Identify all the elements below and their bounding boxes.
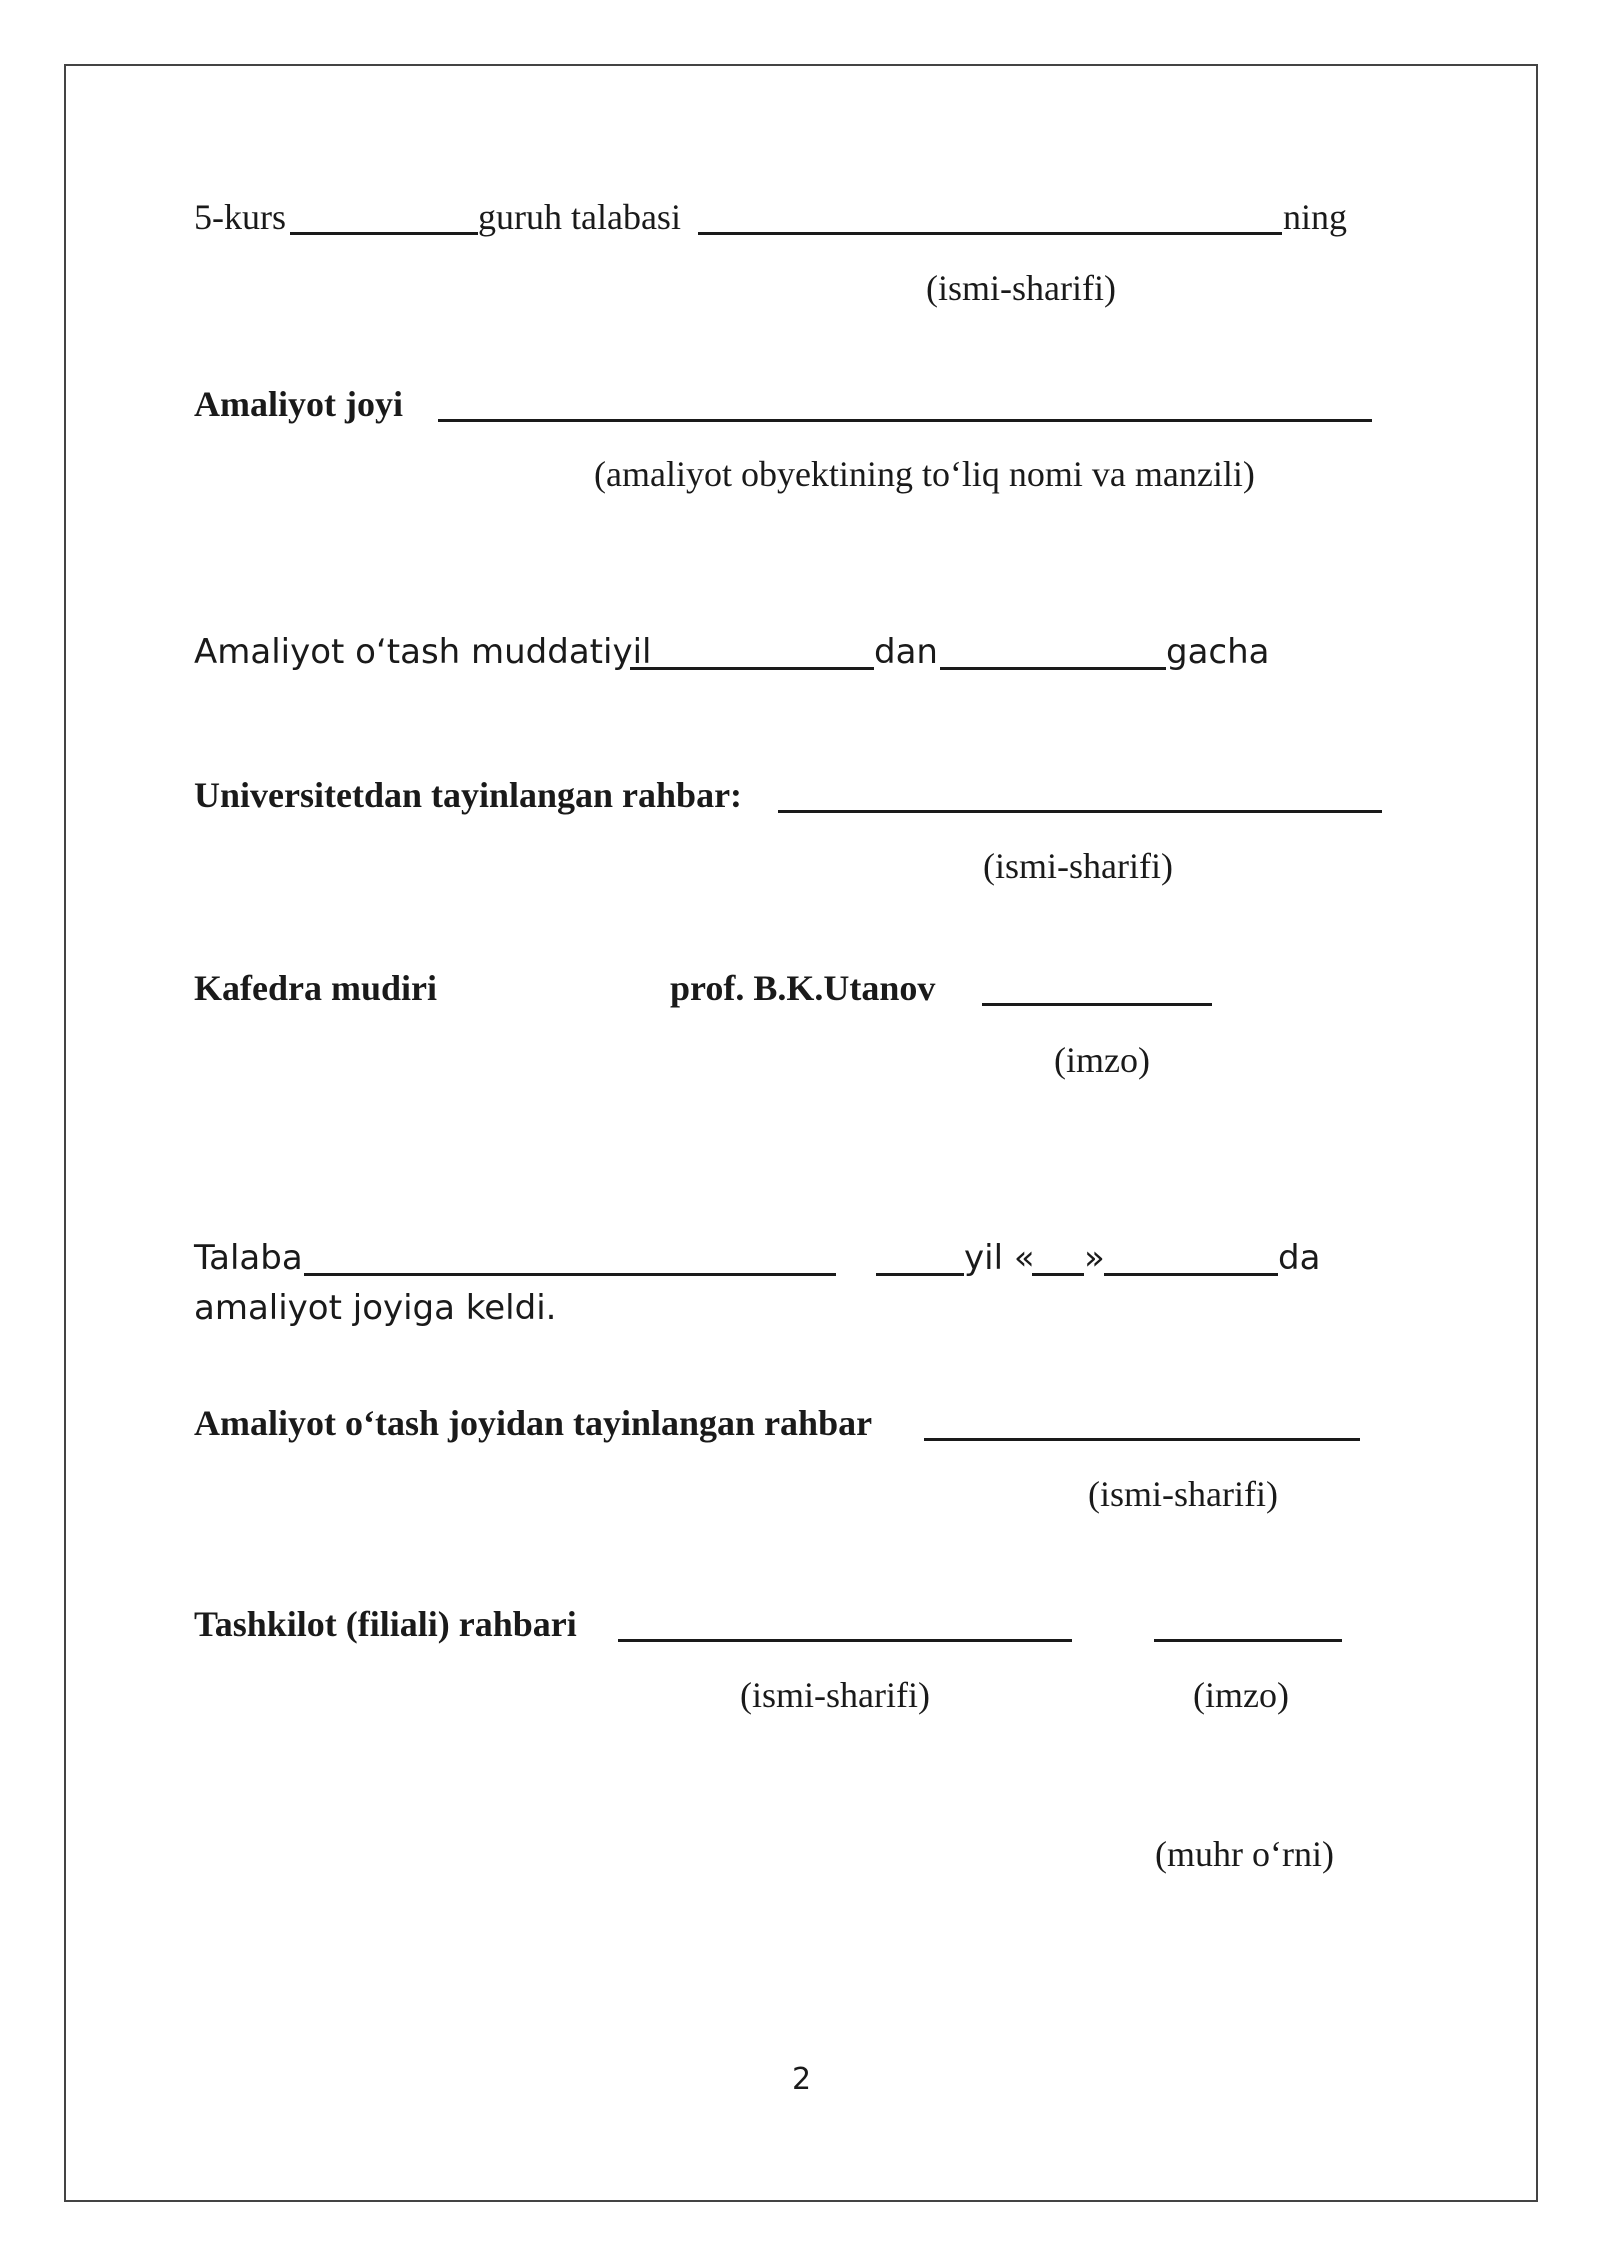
head-name: prof. B.K.Utanov (670, 968, 936, 1008)
arrival-student-name-field[interactable] (304, 1273, 836, 1276)
head-signature-hint: (imzo) (1054, 1040, 1150, 1080)
group-student-label: guruh talabasi (478, 197, 681, 237)
uni-supervisor-hint: (ismi-sharifi) (983, 846, 1173, 886)
period-end-field[interactable] (940, 667, 1166, 670)
period-to-suffix: gacha (1166, 632, 1270, 672)
org-head-name-field[interactable] (618, 1639, 1072, 1642)
org-head-name-hint: (ismi-sharifi) (740, 1675, 930, 1715)
arrival-da-suffix: da (1278, 1238, 1321, 1278)
arrival-day-field[interactable] (1032, 1273, 1084, 1276)
ning-suffix: ning (1283, 197, 1348, 237)
student-name-hint: (ismi-sharifi) (926, 268, 1116, 308)
arrival-quote-close: » (1084, 1238, 1105, 1278)
head-label: Kafedra mudiri (194, 968, 437, 1008)
arrival-label: Talaba (194, 1238, 303, 1278)
period-start-field[interactable] (630, 667, 874, 670)
period-label: Amaliyot o‘tash muddatiyil (194, 632, 652, 672)
org-head-label: Tashkilot (filiali) rahbari (194, 1604, 577, 1644)
practice-place-field[interactable] (438, 419, 1372, 422)
arrival-year-label: yil « (964, 1238, 1035, 1278)
practice-place-hint: (amaliyot obyektining to‘liq nomi va manzili) (594, 454, 1255, 494)
course-label: 5-kurs (194, 197, 286, 237)
arrival-line2: amaliyot joyiga keldi. (194, 1288, 557, 1328)
arrival-year-field[interactable] (876, 1273, 964, 1276)
arrival-month-field[interactable] (1104, 1273, 1278, 1276)
site-supervisor-hint: (ismi-sharifi) (1088, 1474, 1278, 1514)
uni-supervisor-field[interactable] (778, 810, 1382, 813)
site-supervisor-label: Amaliyot o‘tash joyidan tayinlangan rahbar (194, 1403, 873, 1443)
org-head-signature-hint: (imzo) (1193, 1675, 1289, 1715)
student-name-field[interactable] (698, 232, 1282, 235)
period-from-suffix: dan (874, 632, 938, 672)
uni-supervisor-label: Universitetdan tayinlangan rahbar: (194, 775, 743, 815)
practice-place-label: Amaliyot joyi (194, 384, 403, 424)
site-supervisor-field[interactable] (924, 1438, 1360, 1441)
head-signature-field[interactable] (982, 1003, 1212, 1006)
stamp-place-label: (muhr o‘rni) (1155, 1834, 1334, 1874)
org-head-signature-field[interactable] (1154, 1639, 1342, 1642)
group-field[interactable] (290, 232, 478, 235)
page-number: 2 (792, 2062, 812, 2097)
